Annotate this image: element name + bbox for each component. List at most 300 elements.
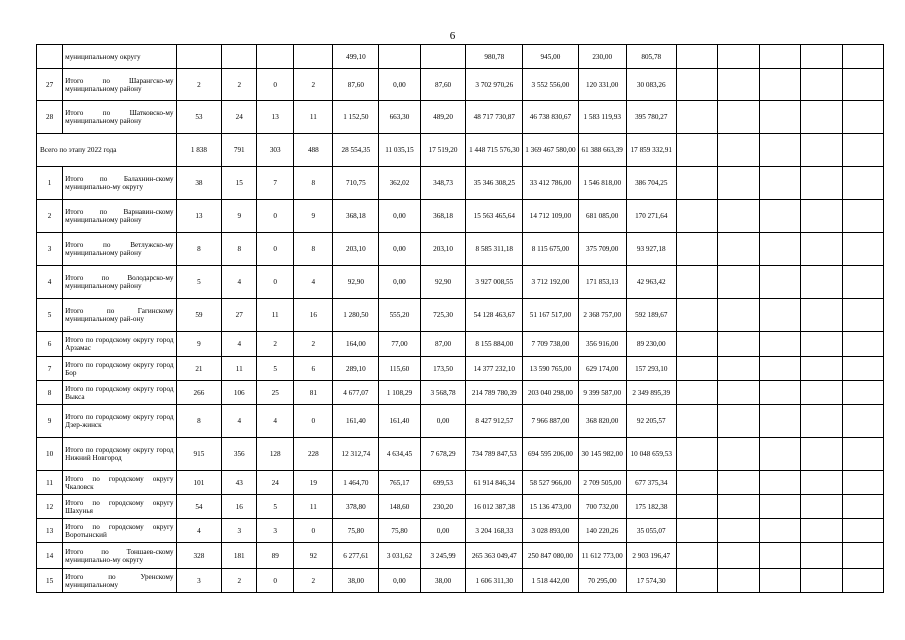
table-row	[37, 266, 884, 299]
value-cell: 7	[257, 167, 294, 200]
value-cell: 8 585 311,18	[466, 233, 523, 266]
empty-cell	[676, 299, 717, 332]
value-cell	[176, 45, 222, 69]
value-cell: 15 136 473,00	[523, 495, 579, 519]
empty-cell	[842, 438, 884, 471]
value-cell: 289,10	[333, 357, 379, 381]
empty-cell	[718, 569, 759, 593]
value-cell: 5	[257, 495, 294, 519]
table-row	[37, 569, 884, 593]
value-cell: 24	[257, 471, 294, 495]
value-cell: 915	[176, 438, 222, 471]
value-cell: 0	[294, 405, 333, 438]
value-cell: 7 709 738,00	[523, 332, 579, 357]
empty-cell	[759, 101, 800, 134]
value-cell: 59	[176, 299, 222, 332]
value-cell: 2	[294, 569, 333, 593]
value-cell: 7 966 887,00	[523, 405, 579, 438]
value-cell: 11 035,15	[379, 134, 420, 167]
empty-cell	[801, 167, 842, 200]
empty-cell	[842, 405, 884, 438]
value-cell: 8	[222, 233, 257, 266]
value-cell: 13	[176, 200, 222, 233]
empty-cell	[676, 101, 717, 134]
empty-cell	[801, 45, 842, 69]
value-cell: 42 963,42	[626, 266, 676, 299]
value-cell: 16	[294, 299, 333, 332]
value-cell: 368,18	[420, 200, 466, 233]
value-cell: 0,00	[420, 405, 466, 438]
row-number: 27	[37, 69, 63, 101]
empty-cell	[676, 495, 717, 519]
value-cell: 0,00	[379, 569, 420, 593]
value-cell: 1 546 818,00	[578, 167, 626, 200]
empty-cell	[676, 543, 717, 569]
value-cell: 2 709 505,00	[578, 471, 626, 495]
value-cell: 12 312,74	[333, 438, 379, 471]
value-cell: 21	[176, 357, 222, 381]
value-cell: 30 145 982,00	[578, 438, 626, 471]
value-cell: 9	[176, 332, 222, 357]
value-cell: 157 293,10	[626, 357, 676, 381]
row-name: Итого по Шарангско-му муниципальному району	[63, 69, 176, 101]
value-cell: 53	[176, 101, 222, 134]
value-cell: 87,60	[333, 69, 379, 101]
value-cell: 2 349 895,39	[626, 381, 676, 405]
row-number: 13	[37, 519, 63, 543]
empty-cell	[759, 69, 800, 101]
row-name: Итого по Тоншаев-скому муниципально-му округу	[63, 543, 176, 569]
value-cell: 3 031,62	[379, 543, 420, 569]
empty-cell	[759, 299, 800, 332]
total-label: Всего по этапу 2022 года	[37, 134, 177, 167]
value-cell: 9	[294, 200, 333, 233]
value-cell: 89	[257, 543, 294, 569]
value-cell: 3 712 192,00	[523, 266, 579, 299]
value-cell: 9 399 587,00	[578, 381, 626, 405]
value-cell: 710,75	[333, 167, 379, 200]
row-name: Итого по городскому округу город Нижний Новгород	[63, 438, 176, 471]
value-cell: 10 048 659,53	[626, 438, 676, 471]
value-cell: 27	[222, 299, 257, 332]
page-number: 6	[449, 30, 456, 42]
row-name: Итого по Володарско-му муниципальному району	[63, 266, 176, 299]
table-row	[37, 299, 884, 332]
empty-cell	[676, 167, 717, 200]
value-cell: 14 377 232,10	[466, 357, 523, 381]
table-row	[37, 332, 884, 357]
empty-cell	[676, 45, 717, 69]
empty-cell	[676, 519, 717, 543]
value-cell: 203 040 298,00	[523, 381, 579, 405]
row-number: 11	[37, 471, 63, 495]
value-cell: 92,90	[333, 266, 379, 299]
value-cell: 14 712 109,00	[523, 200, 579, 233]
value-cell: 1 464,70	[333, 471, 379, 495]
value-cell: 161,40	[333, 405, 379, 438]
row-name: Итого по городскому округу город Арзамас	[63, 332, 176, 357]
value-cell: 93 927,18	[626, 233, 676, 266]
row-name: Итого по городскому округу Воротынский	[63, 519, 176, 543]
empty-cell	[842, 200, 884, 233]
value-cell: 1 583 119,93	[578, 101, 626, 134]
value-cell	[294, 45, 333, 69]
row-name: Итого по городскому округу Чкаловск	[63, 471, 176, 495]
empty-cell	[718, 266, 759, 299]
value-cell: 765,17	[379, 471, 420, 495]
value-cell: 499,10	[333, 45, 379, 69]
row-number: 28	[37, 101, 63, 134]
value-cell: 228	[294, 438, 333, 471]
value-cell: 348,73	[420, 167, 466, 200]
value-cell: 4 634,45	[379, 438, 420, 471]
row-name: Итого по Уренскому муниципальному	[63, 569, 176, 593]
table-row	[37, 405, 884, 438]
value-cell: 1 152,50	[333, 101, 379, 134]
value-cell: 92 205,57	[626, 405, 676, 438]
empty-cell	[718, 299, 759, 332]
value-cell: 368 820,00	[578, 405, 626, 438]
value-cell: 128	[257, 438, 294, 471]
value-cell: 3 927 008,55	[466, 266, 523, 299]
value-cell: 54 128 463,67	[466, 299, 523, 332]
value-cell: 214 789 780,39	[466, 381, 523, 405]
row-number: 12	[37, 495, 63, 519]
value-cell: 61 914 846,34	[466, 471, 523, 495]
value-cell: 629 174,00	[578, 357, 626, 381]
value-cell: 48 717 730,87	[466, 101, 523, 134]
value-cell: 35 346 308,25	[466, 167, 523, 200]
value-cell: 51 167 517,00	[523, 299, 579, 332]
value-cell: 2 903 196,47	[626, 543, 676, 569]
empty-cell	[718, 543, 759, 569]
value-cell: 28 554,35	[333, 134, 379, 167]
value-cell: 3 568,78	[420, 381, 466, 405]
value-cell: 171 853,13	[578, 266, 626, 299]
value-cell: 681 085,00	[578, 200, 626, 233]
row-number: 14	[37, 543, 63, 569]
value-cell: 1 280,50	[333, 299, 379, 332]
value-cell: 1 518 442,00	[523, 569, 579, 593]
value-cell: 303	[257, 134, 294, 167]
empty-cell	[718, 471, 759, 495]
empty-cell	[842, 381, 884, 405]
empty-cell	[842, 69, 884, 101]
empty-cell	[759, 381, 800, 405]
empty-cell	[718, 200, 759, 233]
value-cell: 15 563 465,64	[466, 200, 523, 233]
table-row	[37, 471, 884, 495]
value-cell: 356	[222, 438, 257, 471]
empty-cell	[801, 134, 842, 167]
value-cell: 0	[257, 69, 294, 101]
value-cell: 148,60	[379, 495, 420, 519]
value-cell: 0,00	[379, 233, 420, 266]
row-number: 4	[37, 266, 63, 299]
value-cell: 203,10	[420, 233, 466, 266]
value-cell: 164,00	[333, 332, 379, 357]
value-cell: 356 916,00	[578, 332, 626, 357]
value-cell: 368,18	[333, 200, 379, 233]
empty-cell	[718, 69, 759, 101]
value-cell: 3 552 556,00	[523, 69, 579, 101]
table-row	[37, 438, 884, 471]
value-cell: 8	[176, 233, 222, 266]
empty-cell	[801, 266, 842, 299]
value-cell: 170 271,64	[626, 200, 676, 233]
empty-cell	[801, 569, 842, 593]
empty-cell	[718, 519, 759, 543]
value-cell: 17 519,20	[420, 134, 466, 167]
empty-cell	[759, 495, 800, 519]
row-name: Итого по городскому округу город Выкса	[63, 381, 176, 405]
empty-cell	[801, 101, 842, 134]
value-cell: 38,00	[333, 569, 379, 593]
empty-cell	[759, 471, 800, 495]
value-cell: 1 838	[176, 134, 222, 167]
value-cell: 0	[257, 200, 294, 233]
value-cell: 4	[222, 266, 257, 299]
value-cell: 0,00	[379, 69, 420, 101]
empty-cell	[676, 200, 717, 233]
value-cell: 4	[222, 405, 257, 438]
empty-cell	[676, 471, 717, 495]
value-cell: 11	[222, 357, 257, 381]
empty-cell	[842, 266, 884, 299]
value-cell: 16	[222, 495, 257, 519]
value-cell: 555,20	[379, 299, 420, 332]
empty-cell	[801, 381, 842, 405]
value-cell: 725,30	[420, 299, 466, 332]
value-cell: 8 155 884,00	[466, 332, 523, 357]
row-name: Итого по Варнавин-скому муниципальному району	[63, 200, 176, 233]
value-cell: 115,60	[379, 357, 420, 381]
row-number: 5	[37, 299, 63, 332]
empty-cell	[801, 519, 842, 543]
value-cell: 77,00	[379, 332, 420, 357]
value-cell: 6	[294, 357, 333, 381]
empty-cell	[718, 381, 759, 405]
value-cell: 230,20	[420, 495, 466, 519]
table-row	[37, 167, 884, 200]
row-name: муниципальному округу	[63, 45, 176, 69]
empty-cell	[801, 471, 842, 495]
empty-cell	[759, 332, 800, 357]
empty-cell	[718, 134, 759, 167]
value-cell: 2	[222, 69, 257, 101]
empty-cell	[801, 543, 842, 569]
value-cell: 4	[294, 266, 333, 299]
value-cell: 13 590 765,00	[523, 357, 579, 381]
empty-cell	[842, 495, 884, 519]
value-cell: 7 678,29	[420, 438, 466, 471]
value-cell: 0	[257, 233, 294, 266]
value-cell: 8	[294, 167, 333, 200]
value-cell: 25	[257, 381, 294, 405]
value-cell: 4	[257, 405, 294, 438]
value-cell: 13	[257, 101, 294, 134]
table-row	[37, 69, 884, 101]
value-cell: 87,00	[420, 332, 466, 357]
value-cell: 2	[257, 332, 294, 357]
value-cell: 30 083,26	[626, 69, 676, 101]
row-name: Итого по городскому округу город Бор	[63, 357, 176, 381]
table-row	[37, 233, 884, 266]
value-cell: 15	[222, 167, 257, 200]
table-row	[37, 381, 884, 405]
value-cell: 1 606 311,30	[466, 569, 523, 593]
empty-cell	[676, 438, 717, 471]
value-cell: 1 448 715 576,30	[466, 134, 523, 167]
value-cell: 61 388 663,39	[578, 134, 626, 167]
value-cell: 980,78	[466, 45, 523, 69]
empty-cell	[759, 405, 800, 438]
row-number: 1	[37, 167, 63, 200]
value-cell: 700 732,00	[578, 495, 626, 519]
empty-cell	[759, 357, 800, 381]
value-cell	[379, 45, 420, 69]
value-cell: 488	[294, 134, 333, 167]
table-row	[37, 357, 884, 381]
row-number: 6	[37, 332, 63, 357]
table-row	[37, 200, 884, 233]
empty-cell	[842, 233, 884, 266]
row-name: Итого по Шатковско-му муниципальному району	[63, 101, 176, 134]
value-cell: 734 789 847,53	[466, 438, 523, 471]
empty-cell	[676, 357, 717, 381]
value-cell: 11 612 773,00	[578, 543, 626, 569]
value-cell: 3	[222, 519, 257, 543]
value-cell: 3 028 893,00	[523, 519, 579, 543]
value-cell: 2	[294, 332, 333, 357]
row-number: 7	[37, 357, 63, 381]
empty-cell	[842, 471, 884, 495]
value-cell: 328	[176, 543, 222, 569]
value-cell: 75,80	[379, 519, 420, 543]
value-cell: 92	[294, 543, 333, 569]
row-name: Итого по Ветлужско-му муниципальному району	[63, 233, 176, 266]
value-cell: 38,00	[420, 569, 466, 593]
value-cell: 663,30	[379, 101, 420, 134]
empty-cell	[718, 357, 759, 381]
empty-cell	[759, 45, 800, 69]
value-cell: 92,90	[420, 266, 466, 299]
empty-cell	[676, 381, 717, 405]
row-name: Итого по Гагинскому муниципальному рай-ону	[63, 299, 176, 332]
row-name: Итого по городскому округу Шахунья	[63, 495, 176, 519]
empty-cell	[842, 357, 884, 381]
value-cell: 0	[257, 569, 294, 593]
empty-cell	[676, 233, 717, 266]
value-cell: 58 527 966,00	[523, 471, 579, 495]
value-cell: 5	[257, 357, 294, 381]
empty-cell	[842, 167, 884, 200]
value-cell: 2	[222, 569, 257, 593]
value-cell: 0,00	[379, 200, 420, 233]
value-cell: 81	[294, 381, 333, 405]
empty-cell	[718, 495, 759, 519]
value-cell: 11	[294, 495, 333, 519]
value-cell: 173,50	[420, 357, 466, 381]
empty-cell	[842, 332, 884, 357]
row-number: 8	[37, 381, 63, 405]
value-cell: 120 331,00	[578, 69, 626, 101]
value-cell: 362,02	[379, 167, 420, 200]
empty-cell	[801, 495, 842, 519]
value-cell: 33 412 786,00	[523, 167, 579, 200]
empty-cell	[759, 200, 800, 233]
empty-cell	[676, 332, 717, 357]
row-number: 15	[37, 569, 63, 593]
empty-cell	[718, 405, 759, 438]
empty-cell	[676, 405, 717, 438]
row-name: Итого по Балахнин-скому муниципально-му округу	[63, 167, 176, 200]
value-cell: 2	[294, 69, 333, 101]
row-number	[37, 45, 63, 69]
empty-cell	[676, 266, 717, 299]
value-cell: 11	[294, 101, 333, 134]
value-cell: 375 709,00	[578, 233, 626, 266]
value-cell: 87,60	[420, 69, 466, 101]
empty-cell	[676, 569, 717, 593]
empty-cell	[759, 266, 800, 299]
empty-cell	[718, 167, 759, 200]
table-row	[37, 519, 884, 543]
value-cell: 3	[176, 569, 222, 593]
value-cell: 4 677,07	[333, 381, 379, 405]
value-cell: 3	[257, 519, 294, 543]
value-cell: 175 182,38	[626, 495, 676, 519]
value-cell: 265 363 049,47	[466, 543, 523, 569]
value-cell: 378,80	[333, 495, 379, 519]
empty-cell	[842, 519, 884, 543]
value-cell: 395 780,27	[626, 101, 676, 134]
value-cell: 1 108,29	[379, 381, 420, 405]
empty-cell	[718, 45, 759, 69]
table-row	[37, 101, 884, 134]
value-cell: 699,53	[420, 471, 466, 495]
value-cell: 9	[222, 200, 257, 233]
value-cell: 266	[176, 381, 222, 405]
row-number: 10	[37, 438, 63, 471]
empty-cell	[676, 134, 717, 167]
value-cell: 677 375,34	[626, 471, 676, 495]
value-cell: 250 847 080,00	[523, 543, 579, 569]
value-cell: 0	[257, 266, 294, 299]
value-cell: 4	[176, 519, 222, 543]
value-cell: 43	[222, 471, 257, 495]
row-number: 3	[37, 233, 63, 266]
data-table	[36, 44, 884, 593]
value-cell: 24	[222, 101, 257, 134]
empty-cell	[759, 569, 800, 593]
row-name: Итого по городскому округу город Дзер-жинск	[63, 405, 176, 438]
value-cell: 3 204 168,33	[466, 519, 523, 543]
row-number: 2	[37, 200, 63, 233]
value-cell: 8 115 675,00	[523, 233, 579, 266]
empty-cell	[842, 569, 884, 593]
value-cell: 181	[222, 543, 257, 569]
value-cell	[257, 45, 294, 69]
empty-cell	[759, 233, 800, 266]
value-cell: 805,78	[626, 45, 676, 69]
value-cell: 2	[176, 69, 222, 101]
value-cell: 2 368 757,00	[578, 299, 626, 332]
empty-cell	[842, 101, 884, 134]
value-cell: 19	[294, 471, 333, 495]
empty-cell	[801, 357, 842, 381]
table-row	[37, 45, 884, 69]
